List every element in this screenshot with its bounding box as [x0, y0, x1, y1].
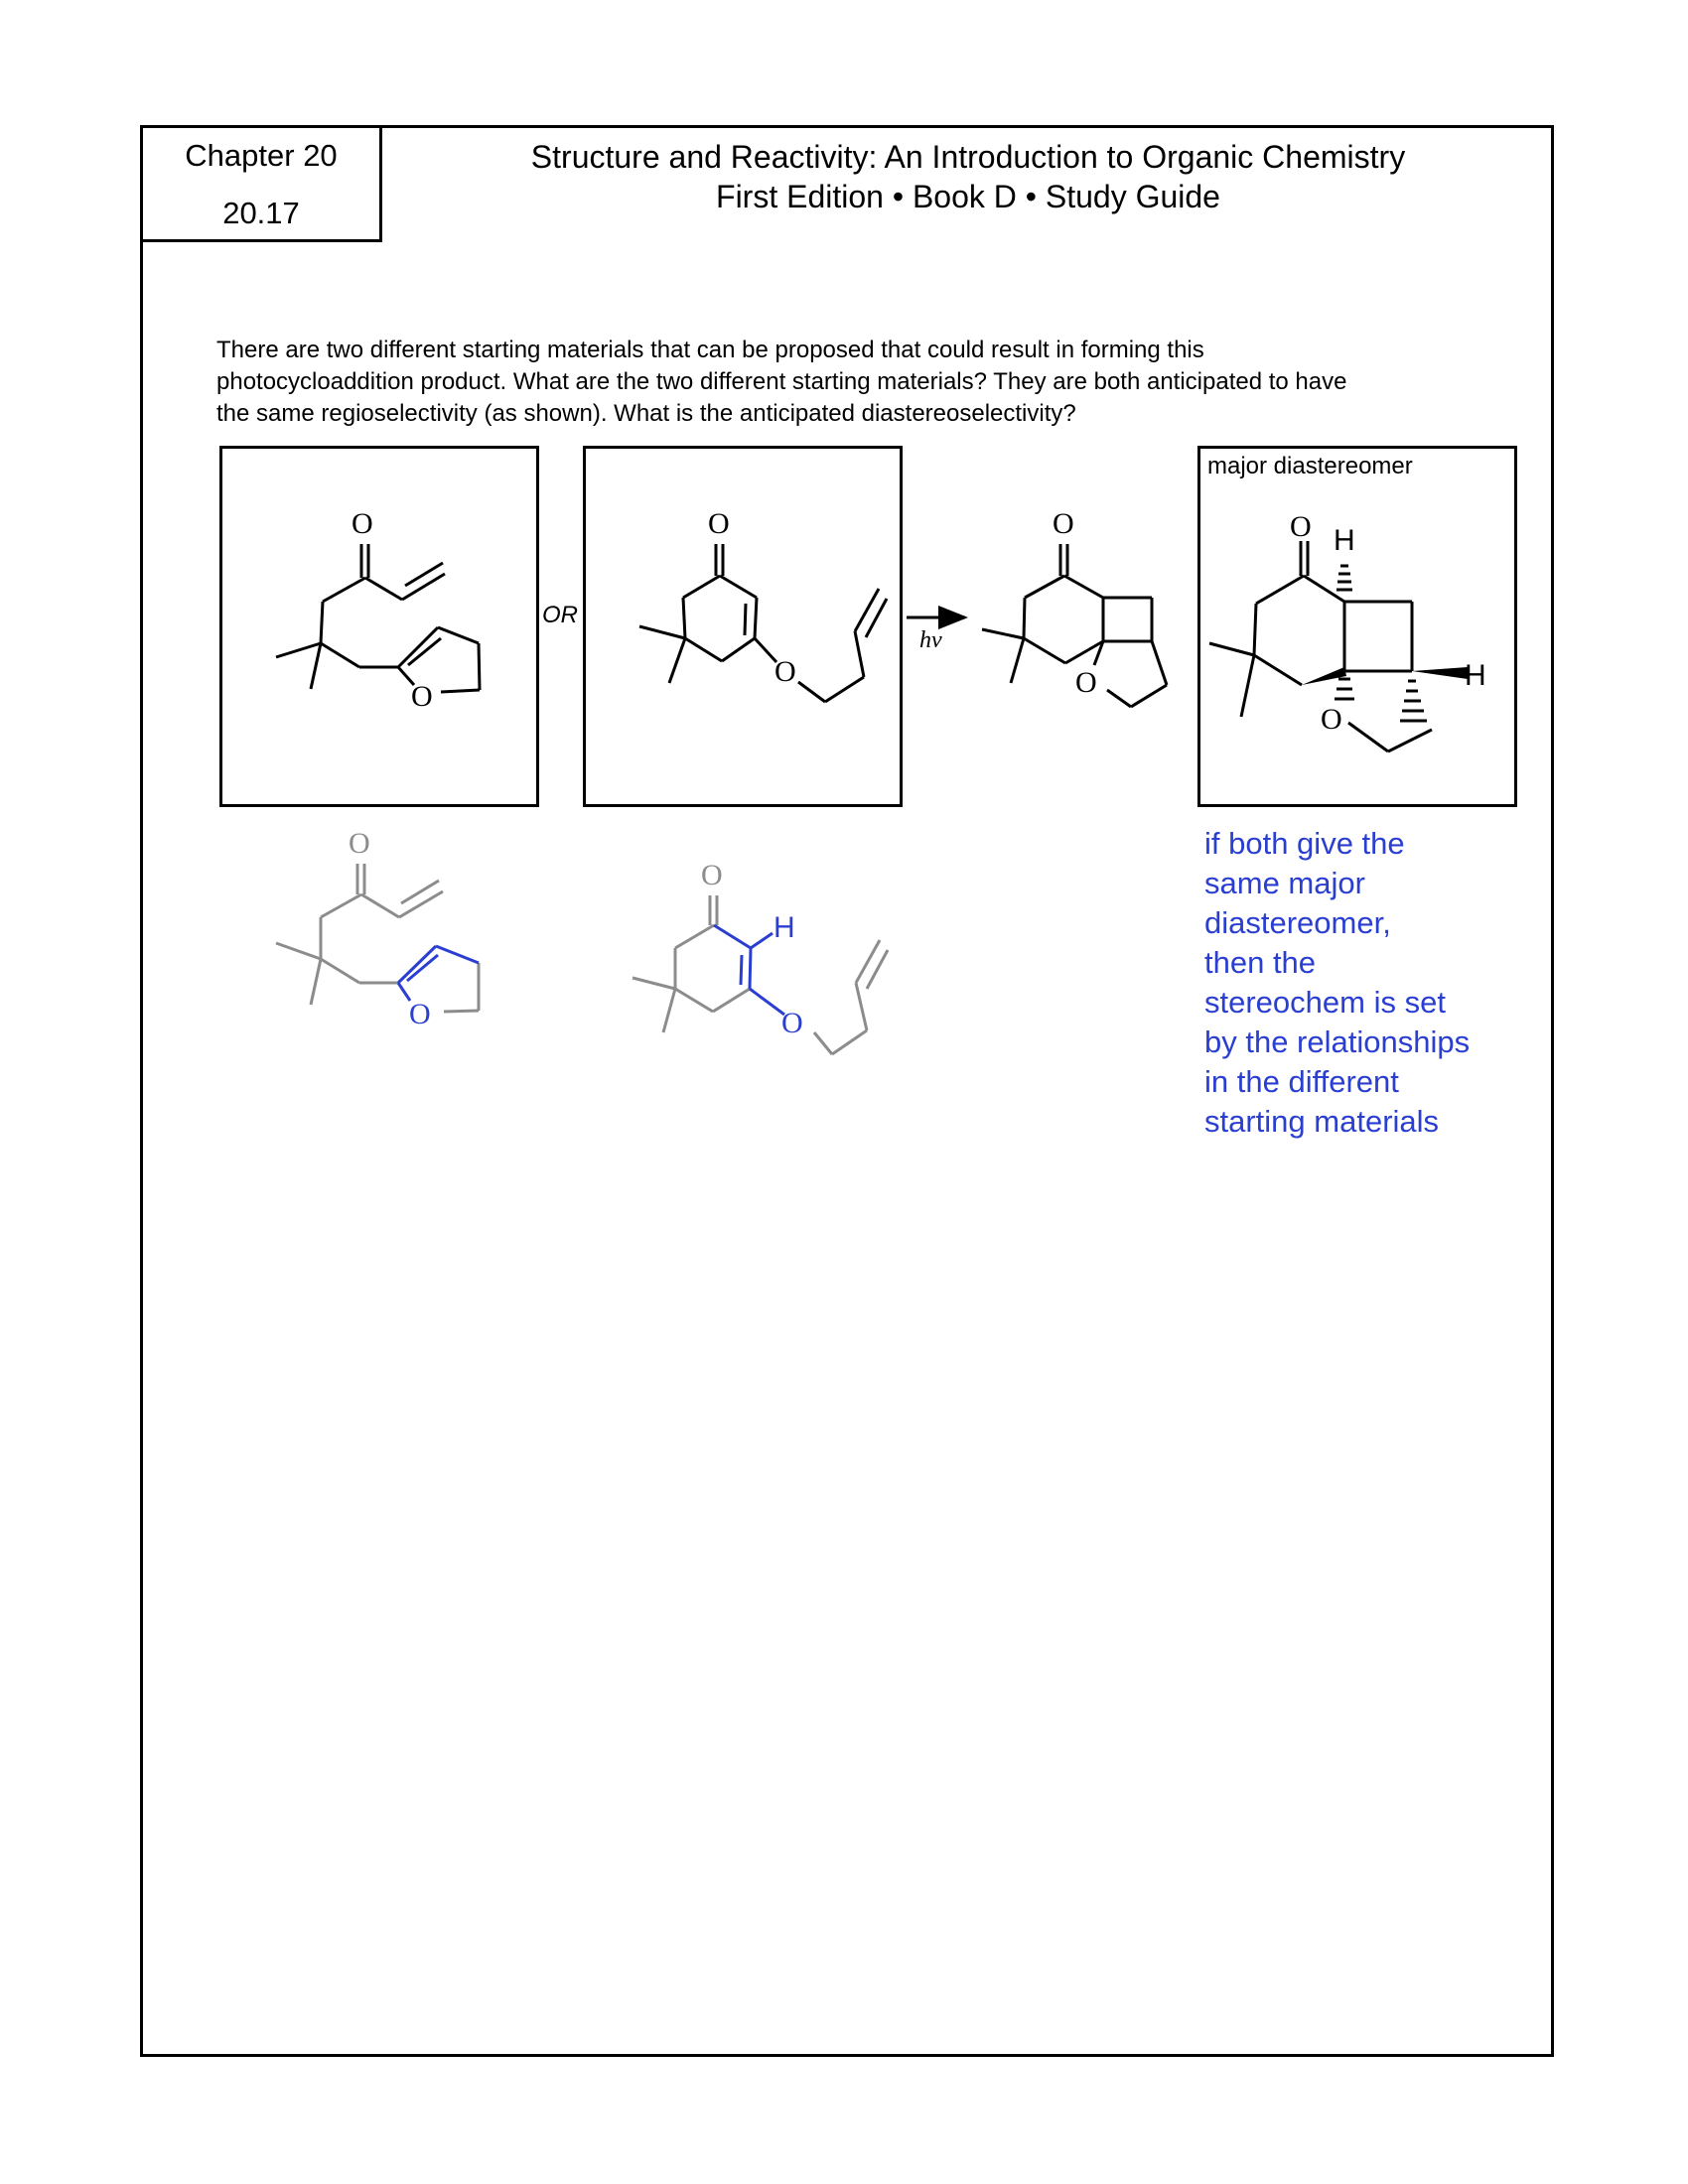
- note-line-3: diastereomer,: [1204, 905, 1391, 940]
- question-line-2: photocycloaddition product. What are the two different starting materials? They are both anticipated to have: [216, 368, 1347, 395]
- note-line-4: then the: [1204, 945, 1317, 980]
- sm2-ether-oxygen: O: [774, 655, 796, 688]
- note-line-5: stereochem is set: [1204, 985, 1446, 1020]
- product-structure: [982, 544, 1167, 707]
- note-line-7: in the different: [1204, 1064, 1399, 1099]
- annotated-sm1-carbonyl-oxygen: O: [349, 827, 370, 860]
- major-diastereomer-label: major diastereomer: [1207, 453, 1413, 479]
- diastereomer-carbonyl-oxygen: O: [1290, 510, 1312, 543]
- diastereomer-h-top: H: [1334, 524, 1355, 557]
- wedge-bond-2: [1412, 667, 1468, 679]
- annotated-sm2-hydrogen: H: [774, 911, 795, 944]
- annotated-sm2-structure: [633, 895, 888, 1054]
- note-line-6: by the relationships: [1204, 1024, 1471, 1059]
- annotated-sm2-carbonyl-oxygen: O: [701, 859, 723, 891]
- question-line-1: There are two different starting materials that can be proposed that could result in forming this: [216, 337, 1204, 363]
- hv-label: hν: [919, 627, 942, 653]
- handwritten-note: [1204, 824, 1542, 1142]
- annotated-sm2-ether-oxygen: O: [781, 1007, 803, 1039]
- problem-number: 20.17: [222, 196, 300, 230]
- note-line-8: starting materials: [1204, 1104, 1440, 1139]
- note-line-1: if both give the: [1204, 826, 1405, 861]
- sm1-carbonyl-oxygen: O: [352, 507, 373, 540]
- annotated-sm1-highlight: [398, 946, 479, 1001]
- or-label: OR: [542, 602, 578, 628]
- diastereomer-ring-oxygen: O: [1321, 703, 1342, 736]
- sm1-ring-oxygen: O: [411, 680, 433, 713]
- starting-material-2-structure: [639, 544, 887, 702]
- question-line-3: the same regioselectivity (as shown). What is the anticipated diastereoselectivity?: [216, 400, 1076, 427]
- header-title: Structure and Reactivity: An Introduction to Organic Chemistry: [530, 139, 1406, 175]
- diastereomer-h-right: H: [1465, 659, 1486, 692]
- annotated-sm1-ring-oxygen: O: [409, 998, 431, 1030]
- chapter-label: Chapter 20: [185, 138, 338, 173]
- sm2-carbonyl-oxygen: O: [708, 507, 730, 540]
- product-ring-oxygen: O: [1075, 666, 1097, 699]
- starting-material-1-structure: [276, 544, 480, 692]
- wedge-bond-1: [1302, 667, 1346, 685]
- header-subtitle: First Edition • Book D • Study Guide: [716, 179, 1220, 214]
- product-carbonyl-oxygen: O: [1053, 507, 1074, 540]
- note-line-2: same major: [1204, 866, 1365, 900]
- annotated-sm1-structure: [276, 864, 479, 1012]
